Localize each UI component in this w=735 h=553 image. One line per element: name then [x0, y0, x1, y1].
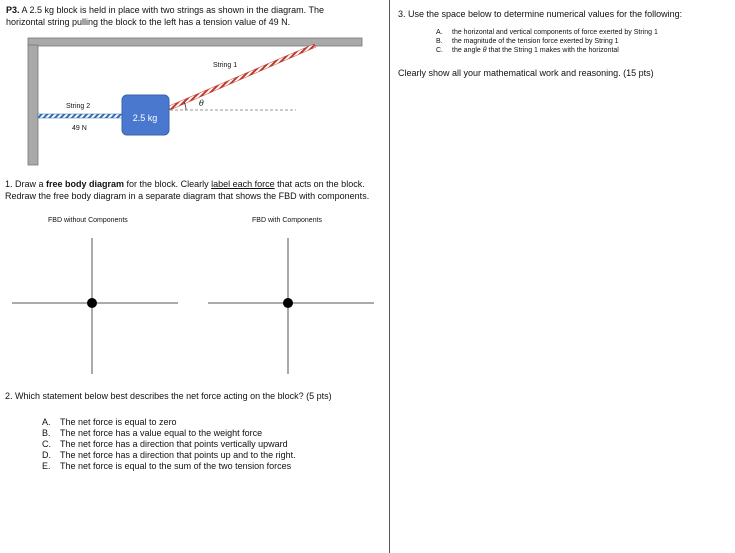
q1-line1 [5, 179, 365, 190]
q1-line2: Redraw the free body diagram in a separate diagram that shows the FBD with components. [5, 191, 370, 201]
item-theta: θ [482, 47, 487, 54]
q1-bold-fbd: free body diagram [46, 179, 125, 189]
item-letter: C. [436, 47, 443, 54]
q1-text-c: that acts on the block. [274, 179, 365, 189]
option-letter: A. [42, 417, 51, 427]
q3-item-a [436, 28, 658, 37]
q3-item-b [436, 37, 658, 46]
string-1 [169, 44, 316, 110]
option-text: The net force has a direction that points up and to the right. [60, 450, 296, 460]
string-2 [38, 114, 124, 118]
option-text: The net force has a direction that points vertically upward [60, 439, 288, 449]
fbd-right-axes [200, 230, 380, 380]
q2-options [42, 417, 296, 472]
problem-label: P3. [6, 5, 20, 15]
problem-statement [6, 5, 324, 16]
column-divider [389, 0, 390, 553]
q2-option-a [42, 417, 296, 428]
option-letter: B. [42, 428, 51, 438]
fbd-right-point [283, 298, 293, 308]
q3-instruction: Clearly show all your mathematical work and reasoning. (15 pts) [398, 68, 654, 78]
string1-label: String 1 [213, 62, 238, 69]
option-letter: E. [42, 461, 51, 471]
q3-item-c [436, 46, 658, 55]
q1-text-b: for the block. Clearly [124, 179, 212, 189]
q2-option-b [42, 428, 296, 439]
item-text-post: that the String 1 makes with the horizontal [486, 47, 619, 54]
item-text-pre: the angle [452, 47, 483, 54]
q2-question: 2. Which statement below best describes the net force acting on the block? (5 pts) [5, 391, 332, 401]
q2-option-c [42, 439, 296, 450]
option-text: The net force is equal to the sum of the two tension forces [60, 461, 292, 471]
angle-symbol: θ [199, 99, 204, 108]
fbd-right-title: FBD with Components [252, 217, 323, 224]
item-text: the magnitude of the tension force exerted by String 1 [452, 38, 619, 45]
q1-text-a: 1. Draw a [5, 179, 47, 189]
tension-label: 49 N [72, 125, 87, 132]
fbd-left-title: FBD without Components [48, 217, 128, 224]
q3-question: 3. Use the space below to determine numerical values for the following: [398, 9, 683, 19]
problem-intro-line1: A 2.5 kg block is held in place with two strings as shown in the diagram. The [19, 5, 325, 15]
wall [28, 45, 38, 165]
physics-diagram [0, 30, 380, 170]
block-label: 2.5 kg [132, 113, 158, 123]
string2-label: String 2 [66, 103, 91, 110]
q1-underline-label: label each force [211, 179, 275, 189]
q2-option-d [42, 450, 296, 461]
option-letter: C. [42, 439, 51, 449]
option-text: The net force is equal to zero [60, 417, 177, 427]
item-text: the horizontal and vertical components of force exerted by String 1 [452, 29, 658, 36]
item-letter: A. [436, 29, 443, 36]
fbd-left-point [87, 298, 97, 308]
option-text: The net force has a value equal to the weight force [60, 428, 263, 438]
option-letter: D. [42, 450, 51, 460]
q2-option-e [42, 461, 296, 472]
q3-items [436, 28, 658, 55]
fbd-left-axes [0, 230, 190, 380]
problem-intro-line2: horizontal string pulling the block to the left has a tension value of 49 N. [6, 17, 291, 27]
item-letter: B. [436, 38, 443, 45]
